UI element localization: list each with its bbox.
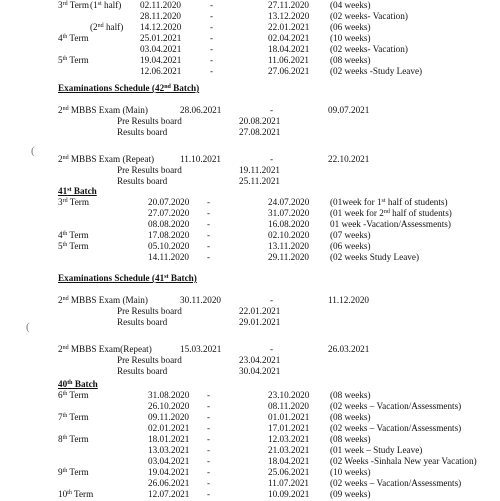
date-dash: - [270, 154, 274, 164]
duration-note: (06 weeks) [330, 22, 371, 32]
exam41-repeat-res-row [0, 367, 500, 378]
exam-start-date: 28.06.2021 [180, 105, 222, 115]
start-date: 02.01.2021 [148, 423, 190, 433]
exam-start-date: 15.03.2021 [180, 344, 222, 354]
start-date: 08.08.2020 [148, 219, 190, 229]
date-dash: - [270, 295, 274, 305]
start-date: 14.11.2020 [148, 252, 190, 262]
end-date: 13.11.2020 [268, 241, 310, 251]
start-date: 14.12.2020 [140, 22, 182, 32]
pre-results-date: 19.11.2021 [239, 165, 281, 175]
batch40-term-row [0, 490, 500, 501]
duration-note: (01 week – Study Leave) [330, 445, 423, 455]
top-term-row [0, 67, 500, 78]
duration-note: (08 weeks) [330, 55, 371, 65]
term-label: 5th Term [58, 55, 89, 65]
duration-note: (08 weeks) [330, 434, 371, 444]
duration-note: 01 week -Vacation/Assessments) [330, 219, 451, 229]
results-label: Results board [117, 176, 168, 186]
top-term-row [0, 34, 500, 45]
start-date: 09.11.2020 [148, 412, 190, 422]
results-date: 30.04.2021 [239, 366, 281, 376]
duration-note: (09 weeks) [330, 489, 371, 499]
start-date: 26.06.2021 [148, 478, 190, 488]
end-date: 10.09.2021 [268, 489, 310, 499]
scan-mark: ( [26, 321, 30, 333]
end-date: 31.07.2020 [268, 208, 310, 218]
date-dash: - [207, 489, 211, 499]
exam-end-date: 26.03.2021 [328, 344, 370, 354]
exam41-main-res-row [0, 318, 500, 329]
date-dash: - [210, 22, 214, 32]
duration-note: (02 weeks – Vacation/Assessments) [330, 478, 462, 488]
duration-note: (10 weeks) [330, 467, 371, 477]
date-dash: - [210, 11, 214, 21]
start-date: 31.08.2020 [148, 390, 190, 400]
date-dash: - [207, 456, 211, 466]
date-dash: - [270, 105, 274, 115]
duration-note: (10 weeks) [330, 33, 371, 43]
exam-start-date: 30.11.2020 [180, 295, 222, 305]
end-date: 18.04.2021 [268, 456, 310, 466]
start-date: 03.04.2021 [148, 456, 190, 466]
start-date: 03.04.2021 [140, 44, 182, 54]
start-date: 25.01.2021 [140, 33, 182, 43]
scan-mark: ( [31, 145, 35, 157]
duration-note: (07 weeks) [330, 230, 371, 240]
end-date: 17.01.2021 [268, 423, 310, 433]
pre-results-label: Pre Results board [117, 355, 182, 365]
results-label: Results board [117, 317, 168, 327]
start-date: 20.07.2020 [148, 197, 190, 207]
top-term-row [0, 1, 500, 12]
date-dash: - [207, 445, 211, 455]
start-date: 19.04.2021 [140, 55, 182, 65]
exam-end-date: 22.10.2021 [328, 154, 370, 164]
duration-note: (02 weeks- Vacation) [330, 11, 408, 21]
end-date: 12.03.2021 [268, 434, 310, 444]
pre-results-label: Pre Results board [117, 165, 182, 175]
term-label: 7th Term [58, 412, 89, 422]
date-dash: - [210, 33, 214, 43]
duration-note: (08 weeks) [330, 412, 371, 422]
start-date: 12.07.2021 [148, 489, 190, 499]
exam-label: 2nd MBBS Exam (Repeat) [58, 154, 155, 164]
date-dash: - [207, 230, 211, 240]
duration-note: (02 weeks – Vacation/Assessments) [330, 423, 462, 433]
top-term-row [0, 56, 500, 67]
pre-results-date: 22.01.2021 [239, 306, 281, 316]
term-label: 6th Term [58, 390, 89, 400]
batch41-term-row [0, 242, 500, 253]
section-heading: 41st Batch [58, 186, 97, 196]
duration-note: (02 weeks- Vacation) [330, 44, 408, 54]
duration-note: (02 Weeks -Sinhala New year Vacation) [330, 456, 477, 466]
duration-note: (06 weeks) [330, 241, 371, 251]
exam-label: 2nd MBBS Exam (Main) [58, 295, 148, 305]
end-date: 22.01.2021 [268, 22, 310, 32]
term-label: 8th Term [58, 434, 89, 444]
start-date: 17.08.2020 [148, 230, 190, 240]
date-dash: - [207, 434, 211, 444]
results-date: 29.01.2021 [239, 317, 281, 327]
term-label: 3rd Term [58, 197, 89, 207]
end-date: 11.07.2021 [268, 478, 310, 488]
top-term-row [0, 12, 500, 23]
date-dash: - [210, 0, 214, 10]
end-date: 08.11.2020 [268, 401, 310, 411]
end-date: 29.11.2020 [268, 252, 310, 262]
end-date: 13.12.2020 [268, 11, 310, 21]
pre-results-label: Pre Results board [117, 116, 182, 126]
duration-note: (02 weeks -Study Leave) [330, 66, 423, 76]
date-dash: - [207, 412, 211, 422]
duration-note: (04 weeks) [330, 0, 371, 10]
start-date: 13.03.2021 [148, 445, 190, 455]
term-label: 9th Term [58, 467, 89, 477]
date-dash: - [270, 344, 274, 354]
exam-label: 2nd MBBS Exam(Repeat) [58, 344, 152, 354]
date-dash: - [210, 55, 214, 65]
date-dash: - [207, 401, 211, 411]
end-date: 25.06.2021 [268, 467, 310, 477]
term-half-label: (1st half) [90, 0, 122, 10]
batch40-term-row [0, 435, 500, 446]
exam-start-date: 11.10.2021 [180, 154, 222, 164]
date-dash: - [207, 467, 211, 477]
results-date: 25.11.2021 [239, 176, 281, 186]
end-date: 02.04.2021 [268, 33, 310, 43]
date-dash: - [207, 241, 211, 251]
pre-results-label: Pre Results board [117, 306, 182, 316]
date-dash: - [207, 208, 211, 218]
date-dash: - [207, 252, 211, 262]
date-dash: - [207, 219, 211, 229]
start-date: 12.06.2021 [140, 66, 182, 76]
start-date: 18.01.2021 [148, 434, 190, 444]
pre-results-date: 20.08.2021 [239, 116, 281, 126]
exam41-heading-row [0, 274, 500, 285]
exam-end-date: 11.12.2020 [328, 295, 370, 305]
start-date: 28.11.2020 [140, 11, 182, 21]
end-date: 01.01.2021 [268, 412, 310, 422]
end-date: 16.08.2020 [268, 219, 310, 229]
duration-note: (01week for 1st half of students) [330, 197, 448, 207]
start-date: 27.07.2020 [148, 208, 190, 218]
exam-end-date: 09.07.2021 [328, 105, 370, 115]
term-half-label: (2nd half) [90, 22, 124, 32]
results-date: 27.08.2021 [239, 127, 281, 137]
results-label: Results board [117, 366, 168, 376]
duration-note: (02 weeks – Vacation/Assessments) [330, 401, 462, 411]
end-date: 21.03.2021 [268, 445, 310, 455]
end-date: 24.07.2020 [268, 197, 310, 207]
section-heading: Examinations Schedule (42nd Batch) [58, 83, 200, 93]
term-label: 5th Term [58, 241, 89, 251]
section-heading: 40th Batch [58, 379, 98, 389]
start-date: 05.10.2020 [148, 241, 190, 251]
start-date: 02.11.2020 [140, 0, 182, 10]
date-dash: - [207, 423, 211, 433]
end-date: 11.06.2021 [268, 55, 310, 65]
start-date: 26.10.2020 [148, 401, 190, 411]
date-dash: - [210, 66, 214, 76]
date-dash: - [207, 197, 211, 207]
section-heading: Examinations Schedule (41st Batch) [58, 273, 197, 283]
date-dash: - [210, 44, 214, 54]
duration-note: (01 week for 2nd half of students) [330, 208, 452, 218]
end-date: 27.11.2020 [268, 0, 310, 10]
duration-note: (08 weeks) [330, 390, 371, 400]
pre-results-date: 23.04.2021 [239, 355, 281, 365]
term-label: 4th Term [58, 33, 89, 43]
start-date: 19.04.2021 [148, 467, 190, 477]
term-label: 3rd Term [58, 0, 89, 10]
date-dash: - [207, 390, 211, 400]
duration-note: (02 weeks Study Leave) [330, 252, 420, 262]
end-date: 02.10.2020 [268, 230, 310, 240]
exam-label: 2nd MBBS Exam (Main) [58, 105, 148, 115]
exam42-heading-row [0, 84, 500, 95]
end-date: 27.06.2021 [268, 66, 310, 76]
date-dash: - [207, 478, 211, 488]
term-label: 10th Term [58, 489, 94, 499]
batch41-term-row [0, 253, 500, 264]
exam42-main-res-row [0, 128, 500, 139]
end-date: 23.10.2020 [268, 390, 310, 400]
results-label: Results board [117, 127, 168, 137]
term-label: 4th Term [58, 230, 89, 240]
end-date: 18.04.2021 [268, 44, 310, 54]
